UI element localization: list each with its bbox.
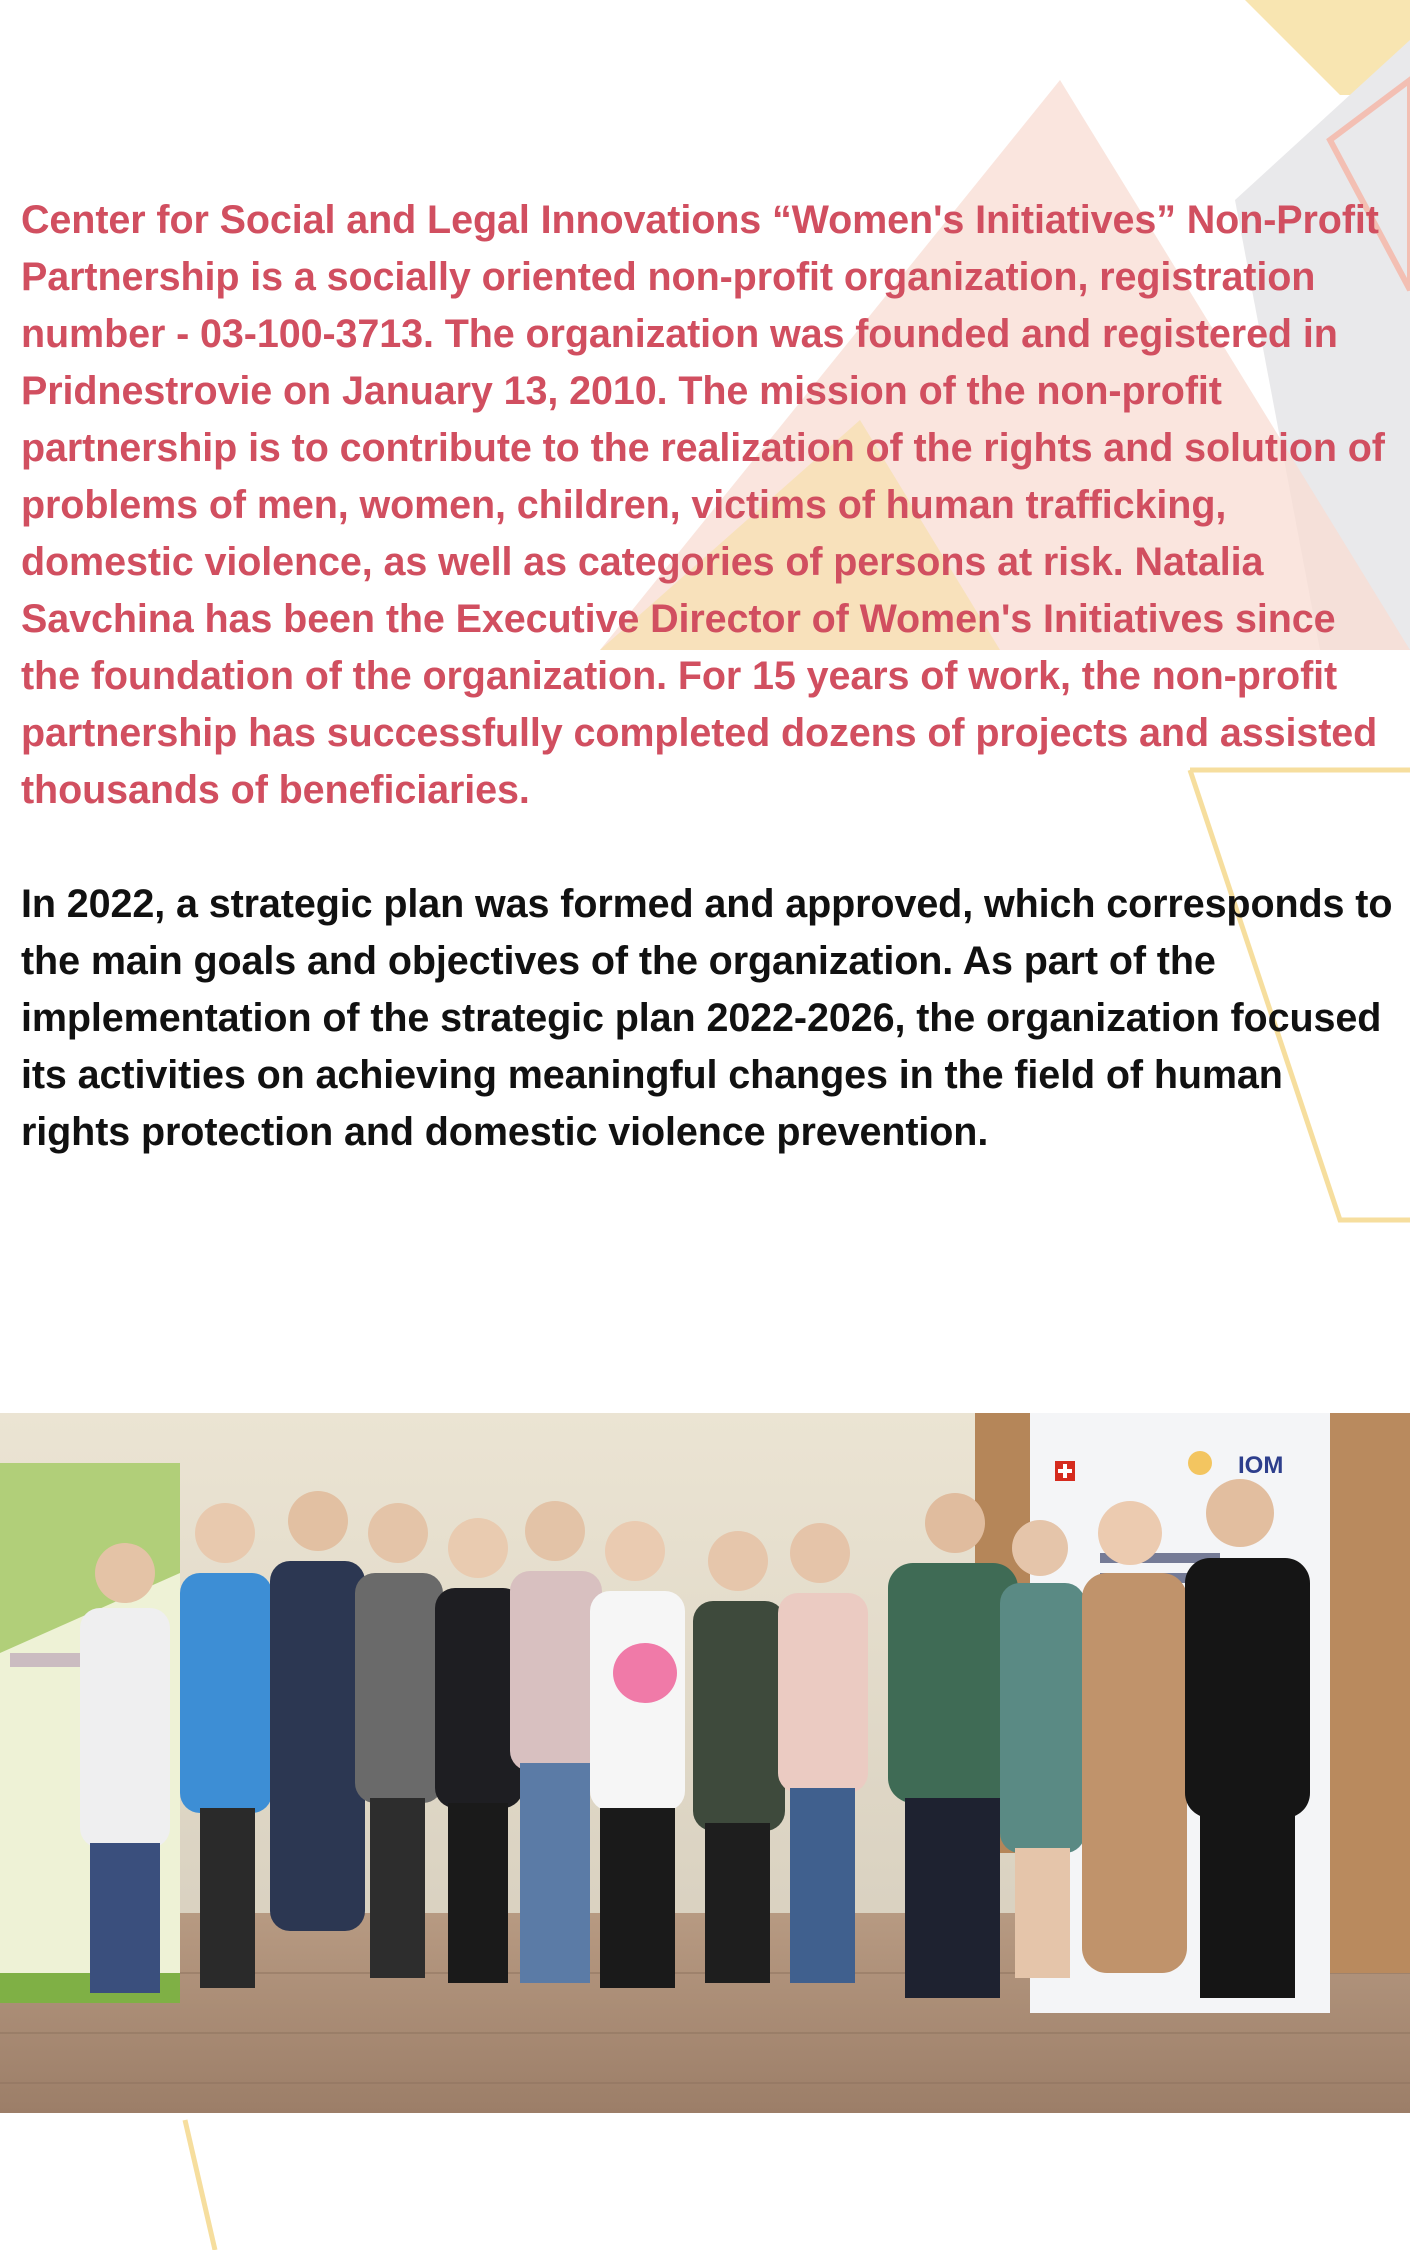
deco-yellow-outline-3 (185, 2120, 215, 2250)
team-photo (0, 1413, 1410, 2113)
strategy-paragraph: In 2022, a strategic plan was formed and approved, which corresponds to the main goals and objectives of the organization. As part of the implementation of the strategic plan 2022-2026, the organization focused its activities on achieving meaningful changes in the field of human rights protection and domestic violence prevention. (21, 882, 1393, 1154)
intro-paragraph: Center for Social and Legal Innovations “Women's Initiatives” Non-Profit Partnership is a socially oriented non-profit organization, registration number - 03-100-3713. The organization was founded and registered in Pridnestrovie on January 13, 2010. The mission of the non-profit partnership is to contribute to the realization of the rights and solution of problems of men, women, children, victims of human trafficking, domestic violence, as well as categories of persons at risk. Natalia Savchina has been the Executive Director of Women's Initiatives since the foundation of the organization. For 15 years of work, the non-profit partnership has successfully completed dozens of projects and assisted thousands of beneficiaries. (21, 198, 1385, 812)
banner-partner-logo: IOM (1238, 1452, 1284, 1479)
